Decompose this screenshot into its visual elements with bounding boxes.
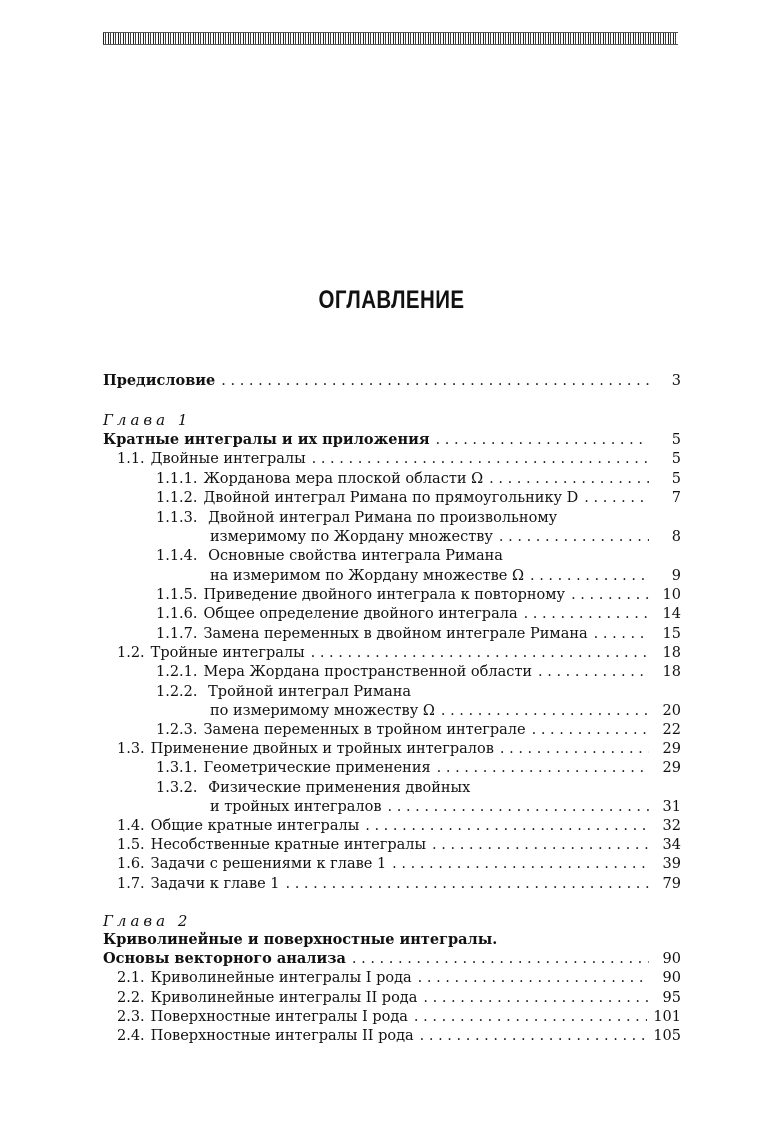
toc-entry-1-1-3-line2[interactable] [210,527,681,547]
toc-entry-1-1-4-line1[interactable] [156,546,503,566]
leader-dots [420,1026,648,1046]
leader-dots [221,371,649,391]
toc-entry-1-4[interactable] [117,816,681,836]
toc-section-number: 1.1.1. [156,471,198,487]
toc-page-number: 29 [662,760,681,776]
toc-page-number: 18 [662,645,681,661]
toc-page-number: 31 [662,799,681,815]
toc-entry-text: Физические применения двойных [208,780,471,796]
toc-entry-text: Приведение двойного интеграла к повторному [203,587,566,603]
toc-entry-1-3-2-line1[interactable] [156,778,470,798]
leader-dots [571,585,649,605]
toc-section-number: 1.3.2. [156,780,198,796]
toc-entry-1-2-1[interactable] [156,662,681,682]
toc-entry-1-2[interactable] [117,643,681,663]
toc-entry-text: Основные свойства интеграла Римана [208,548,503,564]
toc-section-number: 1.4. [117,818,145,834]
toc-entry-1-1[interactable] [117,449,681,469]
leader-dots [437,758,649,778]
toc-entry-2-2[interactable] [117,988,681,1008]
toc-section-number: 1.1.6. [156,606,198,622]
leader-dots [392,854,649,874]
toc-section-number: 1.2.1. [156,664,198,680]
toc-page-number: 79 [662,876,681,892]
leader-dots [286,874,650,894]
toc-entry-text: Криволинейные интегралы II рода [150,990,418,1006]
toc-entry-text: Задачи с решениями к главе 1 [150,856,387,872]
toc-section-number: 1.2.2. [156,684,198,700]
toc-entry-1-3[interactable] [117,739,681,759]
leader-dots [423,988,649,1008]
toc-entry-text: Общие кратные интегралы [150,818,360,834]
leader-dots [441,701,649,721]
toc-section-number: 1.5. [117,837,145,853]
toc-page-number: 10 [662,587,681,603]
leader-dots [388,797,649,817]
toc-entry-text: Общее определение двойного интеграла [203,606,518,622]
leader-dots [414,1007,647,1027]
toc-entry-text: Тройные интегралы [150,645,305,661]
leader-dots [312,449,649,469]
toc-page-number: 14 [662,606,681,622]
toc-section-number: 2.1. [117,970,145,986]
toc-entry-text: Задачи к главе 1 [150,876,280,892]
toc-entry-1-1-4-line2[interactable] [210,566,681,586]
toc-entry-chapter-2-line1[interactable]: Криволинейные и поверхностные интегралы. [103,931,498,948]
header-ornament [103,32,678,45]
toc-section-number: 1.3.1. [156,760,198,776]
toc-entry-text: Основы векторного анализа [103,950,346,967]
toc-page-number: 5 [671,432,681,448]
toc-entry-1-2-3[interactable] [156,720,681,740]
toc-entry-chapter-2-line2[interactable] [103,949,681,969]
toc-entry-1-3-1[interactable] [156,758,681,778]
toc-page-number: 90 [662,951,681,967]
toc-page-number: 29 [662,741,681,757]
toc-page-number: 20 [662,703,681,719]
leader-dots [436,430,649,450]
toc-page-number: 90 [662,970,681,986]
leader-dots [524,604,649,624]
toc-entry-text: Несобственные кратные интегралы [150,837,427,853]
leader-dots [500,739,649,759]
toc-entry-2-3[interactable] [117,1007,681,1027]
toc-section-number: 1.6. [117,856,145,872]
toc-page-number: 5 [671,451,681,467]
toc-entry-text: Поверхностные интегралы II рода [150,1028,414,1044]
toc-entry-1-7[interactable] [117,874,681,894]
leader-dots [499,527,649,547]
toc-entry-text-cont: и тройных интегралов [210,799,382,815]
toc-entry-1-1-2[interactable] [156,488,681,508]
leader-dots [584,488,649,508]
toc-page-number: 9 [671,568,681,584]
toc-entry-text-cont: измеримому по Жордану множеству [210,529,493,545]
toc-section-number: 1.1.3. [156,510,198,526]
leader-dots [432,835,649,855]
toc-page-number: 95 [662,990,681,1006]
toc-entry-chapter-1[interactable] [103,430,681,450]
leader-dots [489,469,649,489]
toc-entry-text: Двойной интеграл Римана по прямоугольнику D [203,490,579,506]
toc-entry-1-1-1[interactable] [156,469,681,489]
toc-page-number: 8 [671,529,681,545]
toc-entry-1-2-2-line1[interactable] [156,682,411,702]
toc-entry-1-1-5[interactable] [156,585,681,605]
toc-entry-1-3-2-line2[interactable] [210,797,681,817]
toc-entry-text: Двойной интеграл Римана по произвольному [208,510,558,526]
toc-entry-1-5[interactable] [117,835,681,855]
toc-entry-1-2-2-line2[interactable] [210,701,681,721]
toc-section-number: 1.3. [117,741,145,757]
toc-entry-text: Поверхностные интегралы I рода [150,1009,408,1025]
toc-section-number: 1.7. [117,876,145,892]
toc-section-number: 1.1.2. [156,490,198,506]
toc-entry-1-6[interactable] [117,854,681,874]
chapter-2-label: Глава 2 [103,912,192,930]
leader-dots [594,624,649,644]
leader-dots [418,968,649,988]
toc-page-number: 18 [662,664,681,680]
toc-page-number: 15 [662,626,681,642]
leader-dots [311,643,649,663]
toc-section-number: 2.4. [117,1028,145,1044]
toc-entry-text-cont: на измеримом по Жордану множестве Ω [210,568,524,584]
toc-entry-preface[interactable] [103,371,681,391]
toc-entry-text: Замена переменных в тройном интеграле [203,722,526,738]
toc-entry-1-1-3-line1[interactable] [156,508,557,528]
page-title: ОГЛАВЛЕНИЕ [318,286,465,314]
toc-entry-text: Применение двойных и тройных интегралов [150,741,494,757]
toc-section-number: 1.2. [117,645,145,661]
toc-section-number: 2.3. [117,1009,145,1025]
toc-entry-1-1-7[interactable] [156,624,681,644]
toc-entry-text: Предисловие [103,372,216,389]
toc-entry-1-1-6[interactable] [156,604,681,624]
toc-page-number: 39 [662,856,681,872]
toc-entry-text: Тройной интеграл Римана [208,684,412,700]
toc-entry-2-4[interactable] [117,1026,681,1046]
leader-dots [352,949,649,969]
leader-dots [538,662,649,682]
toc-page-number: 34 [662,837,681,853]
toc-page-number: 105 [653,1028,681,1044]
toc-page-number: 7 [671,490,681,506]
toc-page-number: 3 [671,373,681,389]
toc-entry-text: Двойные интегралы [150,451,306,467]
toc-entry-text-cont: по измеримому множеству Ω [210,703,435,719]
leader-dots [365,816,649,836]
chapter-1-label: Глава 1 [103,411,192,429]
toc-section-number: 1.1.5. [156,587,198,603]
leader-dots [532,720,649,740]
toc-entry-text: Кратные интегралы и их приложения [103,431,430,448]
toc-section-number: 1.2.3. [156,722,198,738]
toc-entry-2-1[interactable] [117,968,681,988]
toc-section-number: 1.1.4. [156,548,198,564]
toc-entry-text: Замена переменных в двойном интеграле Римана [203,626,588,642]
toc-entry-text: Мера Жордана пространственной области [203,664,533,680]
toc-section-number: 1.1.7. [156,626,198,642]
toc-entry-text: Геометрические применения [203,760,431,776]
leader-dots [530,566,649,586]
toc-page-number: 101 [653,1009,681,1025]
toc-page-number: 22 [662,722,681,738]
toc-section-number: 1.1. [117,451,145,467]
toc-entry-text: Жорданова мера плоской области Ω [203,471,484,487]
toc-entry-text: Криволинейные интегралы I рода [150,970,412,986]
toc-page-number: 5 [671,471,681,487]
toc-section-number: 2.2. [117,990,145,1006]
toc-page-number: 32 [662,818,681,834]
